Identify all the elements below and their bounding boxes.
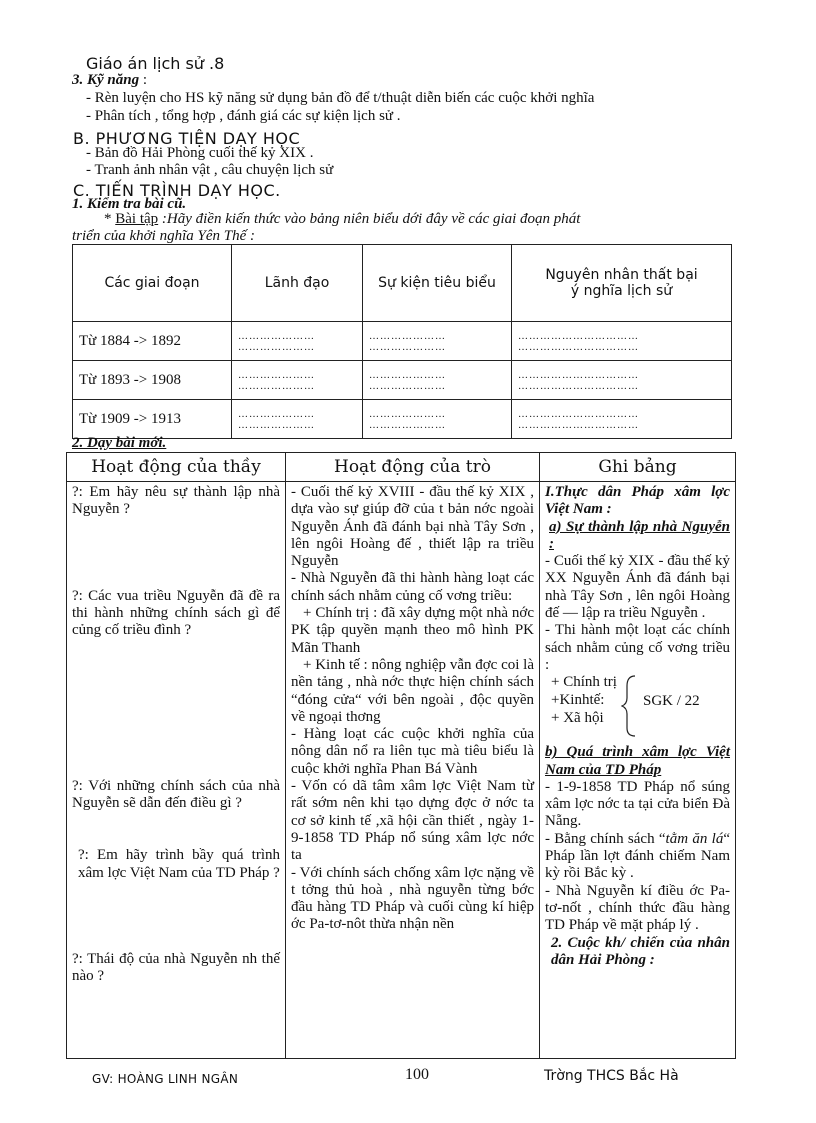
board-subtitle: a) Sự thành lập nhà Nguyễn : bbox=[549, 518, 730, 552]
teacher-question: ?: Các vua triều Nguyễn đã đề ra thi hành những chính sách gì để củng cố triều đình ? bbox=[72, 587, 280, 639]
student-column bbox=[286, 482, 540, 1059]
policy-item: + Chính trị bbox=[551, 674, 617, 691]
col-header-events: Sự kiện tiêu biểu bbox=[363, 245, 512, 322]
lesson-header-row bbox=[67, 453, 736, 482]
teacher-question: ?: Thái độ của nhà Nguyễn nh thế nào ? bbox=[72, 951, 280, 985]
resource-item: - Bản đồ Hải Phòng cuối thế kỷ XIX . bbox=[86, 145, 314, 161]
summary-table bbox=[72, 244, 732, 439]
blank-cell[interactable]: ………………… ………………… bbox=[232, 400, 363, 439]
board-text: - Nhà Nguyễn kí điều ớc Pa-tơ-nốt , chính thức đầu hàng TD Pháp về mặt pháp lý . bbox=[545, 882, 730, 934]
footer-teacher: GV: HOÀNG LINH NGÂN bbox=[92, 1072, 239, 1086]
policy-item: +Kinhtế: bbox=[551, 692, 605, 709]
board-subtitle: b) Quá trình xâm lợc Việt Nam của TD Pháp bbox=[545, 744, 730, 778]
board-text: - Bằng chính sách “tằm ăn lá“ Pháp lần lợt đánh chiếm Nam kỳ rồi Bắc kỳ . bbox=[545, 830, 731, 882]
blank-cell[interactable]: …………………………… …………………………… bbox=[512, 322, 732, 361]
skill-item: - Rèn luyện cho HS kỹ năng sử dụng bản đồ để t/thuật diễn biến các cuộc khởi nghĩa bbox=[86, 90, 595, 106]
col-header-period: Các giai đoạn bbox=[73, 245, 232, 322]
footer-school: Trờng THCS Bắc Hà bbox=[544, 1068, 679, 1084]
lesson-table bbox=[66, 452, 736, 1059]
student-answer: + Kinh tế : nông nghiệp vẫn đợc coi là nền tảng , nhà nớc thực hiện chính sách “đóng cửa“ với bên ngoài , độc quyền về ngoại thơng bbox=[291, 656, 534, 725]
student-answer: + Chính trị : đã xây dựng một nhà nớc PK tập quyền mạnh theo mô hình PK Mãn Thanh bbox=[291, 605, 534, 656]
blank-cell[interactable]: …………………………… …………………………… bbox=[512, 400, 732, 439]
student-answer: - Nhà Nguyễn đã thi hành hàng loạt các chính sách nhằm củng cố vơng triều: bbox=[291, 570, 534, 604]
period-cell: Từ 1893 -> 1908 bbox=[73, 361, 232, 400]
student-answer: - Cuối thế kỷ XVIII - đầu thế kỷ XIX , dựa vào sự giúp đỡ của t bản nớc ngoài Nguyễn Ánh đã đánh bại nhà Tây Sơn , lên ngôi Hoàng đế , thiết lập ra triều Nguyễn bbox=[291, 484, 534, 570]
blank-cell[interactable]: ………………… ………………… bbox=[232, 361, 363, 400]
period-cell: Từ 1884 -> 1892 bbox=[73, 322, 232, 361]
lesson-body-row bbox=[67, 482, 736, 1059]
resource-item: - Tranh ảnh nhân vật , câu chuyện lịch sử bbox=[86, 162, 334, 178]
summary-header-row bbox=[73, 245, 732, 322]
teacher-question: ?: Em hãy trình bầy quá trình xâm lợc Việt Nam của TD Pháp ? bbox=[78, 847, 280, 881]
student-answer: - Vốn có dã tâm xâm lợc Việt Nam từ rất sớm nên khi tạo dựng đợc ở nớc ta cơ sở kinh tế ,xã hội cần thiết , ngày 1-9-1858 TD Pháp nổ súng xâm lợc nớc ta bbox=[291, 778, 534, 864]
review-heading: 1. Kiểm tra bài cũ. bbox=[72, 196, 187, 212]
sgk-reference: SGK / 22 bbox=[643, 693, 700, 710]
table-row bbox=[73, 322, 732, 361]
student-answer: - Hàng loạt các cuộc khởi nghĩa của nông dân nổ ra liên tục mà tiêu biểu là cuộc khởi nghĩa Phan Bá Vành bbox=[291, 726, 534, 777]
blank-cell[interactable]: ………………… ………………… bbox=[232, 322, 363, 361]
blank-cell[interactable]: ………………… ………………… bbox=[363, 361, 512, 400]
col-header-leader: Lãnh đạo bbox=[232, 245, 363, 322]
new-lesson-heading: 2. Dạy bài mới. bbox=[72, 435, 167, 451]
teacher-question: ?: Em hãy nêu sự thành lập nhà Nguyễn ? bbox=[72, 484, 280, 518]
board-text: - Thi hành một loạt các chính sách nhằm củng cố vơng triều : bbox=[545, 622, 730, 673]
board-text: - Cuối thế kỷ XIX - đầu thế kỷ XX Nguyễn Ánh đã đánh bại nhà Tây Sơn , lên ngôi Hoàng đế — lập ra triều Nguyễn . bbox=[545, 553, 730, 622]
col-header-teacher: Hoạt động của thầy bbox=[67, 453, 286, 482]
board-subtitle: 2. Cuộc kh/ chiến của nhân dân Hải Phòng : bbox=[551, 934, 730, 968]
period-cell: Từ 1909 -> 1913 bbox=[73, 400, 232, 439]
table-row bbox=[73, 361, 732, 400]
col-header-cause: Nguyên nhân thất bại ý nghĩa lịch sử bbox=[512, 245, 732, 322]
skill-item: - Phân tích , tổng hợp , đánh giá các sự kiện lịch sử . bbox=[86, 108, 401, 124]
table-row bbox=[73, 400, 732, 439]
policy-item: + Xã hội bbox=[551, 710, 604, 727]
board-section-title: I.Thực dân Pháp xâm lợc Việt Nam : bbox=[545, 484, 730, 518]
brace-icon bbox=[621, 674, 639, 738]
blank-cell[interactable]: ………………… ………………… bbox=[363, 322, 512, 361]
document-header: Giáo án lịch sử .8 bbox=[86, 54, 225, 73]
skills-heading: 3. Kỹ năng : bbox=[72, 72, 148, 88]
section-c-heading: C. TIẾN TRÌNH DẠY HỌC. bbox=[73, 181, 281, 200]
exercise-line: * Bài tập :Hãy điền kiến thức vào bảng niên biểu dới đây về các giai đoạn phát bbox=[104, 211, 581, 227]
page-number: 100 bbox=[405, 1066, 429, 1083]
exercise-line-2: triển của khởi nghĩa Yên Thế : bbox=[72, 228, 255, 244]
blank-cell[interactable]: …………………………… …………………………… bbox=[512, 361, 732, 400]
teacher-column bbox=[67, 482, 286, 1059]
col-header-student: Hoạt động của trò bbox=[286, 453, 540, 482]
board-text: - 1-9-1858 TD Pháp nổ súng xâm lợc nớc ta tại cửa biển Đà Nẵng. bbox=[545, 778, 730, 830]
student-answer: - Với chính sách chống xâm lợc nặng về t tởng thủ hoà , nhà nguyễn từng bớc đầu hàng TD Pháp và cuối cùng kí hiệp ớc Pa-tơ-nôt thừa nhận nền bbox=[291, 864, 534, 933]
teacher-question: ?: Với những chính sách của nhà Nguyễn sẽ dẫn đến điều gì ? bbox=[72, 778, 280, 812]
blank-cell[interactable]: ………………… ………………… bbox=[363, 400, 512, 439]
col-header-board: Ghi bảng bbox=[540, 453, 736, 482]
section-b-heading: B. PHƯƠNG TIỆN DẠY HỌC bbox=[73, 129, 301, 148]
board-column bbox=[540, 482, 736, 1059]
policy-list bbox=[545, 674, 730, 744]
